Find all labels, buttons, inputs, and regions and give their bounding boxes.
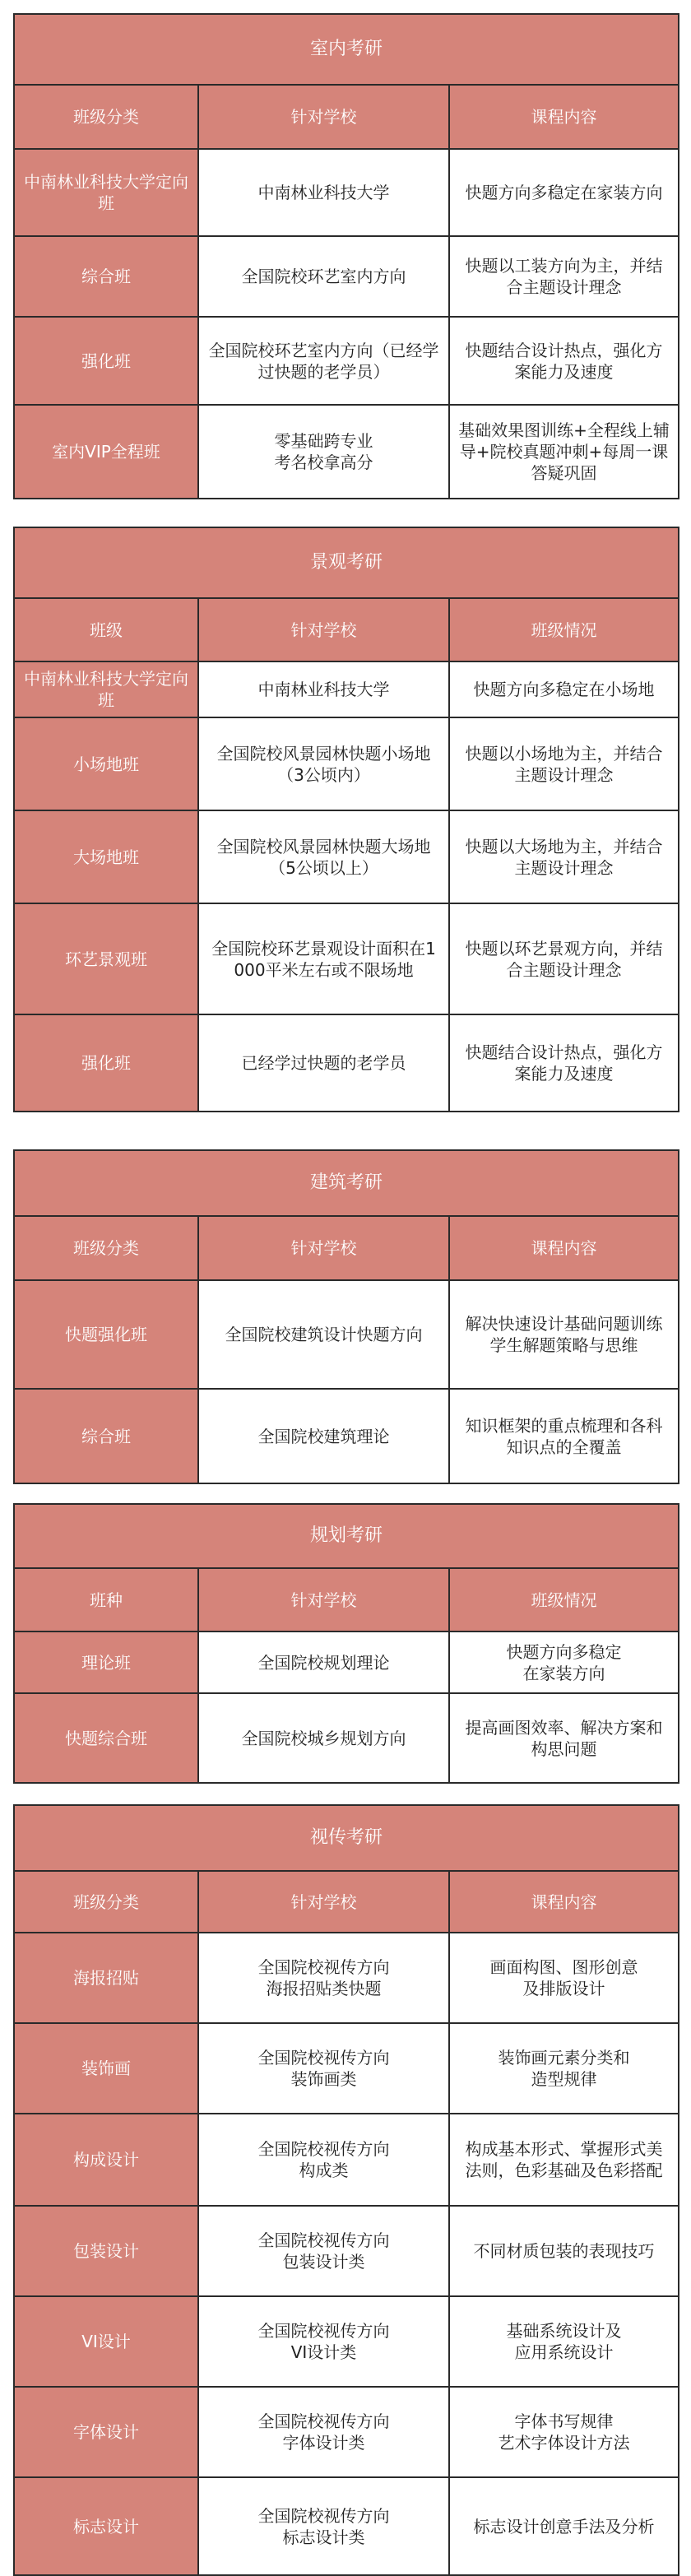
class-name-cell: 包装设计 bbox=[14, 2206, 198, 2296]
target-school-cell: 全国院校视传方向 装饰画类 bbox=[198, 2023, 449, 2114]
table-row bbox=[14, 2477, 679, 2575]
table-row bbox=[14, 1933, 679, 2023]
course-content-cell: 快题以小场地为主，并结合主题设计理念 bbox=[449, 717, 679, 810]
class-name-cell: 小场地班 bbox=[14, 717, 198, 810]
target-school-cell: 全国院校风景园林快题大场地（5公顷以上） bbox=[198, 810, 449, 903]
column-header: 课程内容 bbox=[449, 1216, 679, 1280]
section-title: 室内考研 bbox=[14, 14, 679, 85]
target-school-cell: 全国院校视传方向 包装设计类 bbox=[198, 2206, 449, 2296]
course-table bbox=[13, 527, 679, 1112]
target-school-cell: 全国院校建筑理论 bbox=[198, 1389, 449, 1483]
column-header: 班级 bbox=[14, 598, 198, 661]
course-content-cell: 快题结合设计热点，强化方案能力及速度 bbox=[449, 317, 679, 405]
table-row bbox=[14, 2114, 679, 2206]
column-header: 班级分类 bbox=[14, 85, 198, 149]
course-content-cell: 快题方向多稳定在家装方向 bbox=[449, 149, 679, 236]
table-row bbox=[14, 2206, 679, 2296]
course-content-cell: 提高画图效率、解决方案和构思问题 bbox=[449, 1693, 679, 1783]
course-content-cell: 知识框架的重点梳理和各科知识点的全覆盖 bbox=[449, 1389, 679, 1483]
course-content-cell: 构成基本形式、掌握形式美法则，色彩基础及色彩搭配 bbox=[449, 2114, 679, 2206]
table-row bbox=[14, 2387, 679, 2477]
target-school-cell: 已经学过快题的老学员 bbox=[198, 1014, 449, 1112]
course-content-cell: 快题结合设计热点，强化方案能力及速度 bbox=[449, 1014, 679, 1112]
course-table bbox=[13, 1149, 679, 1484]
course-content-cell: 画面构图、图形创意 及排版设计 bbox=[449, 1933, 679, 2023]
class-name-cell: 快题强化班 bbox=[14, 1280, 198, 1389]
class-name-cell: VI设计 bbox=[14, 2296, 198, 2387]
table-row bbox=[14, 1280, 679, 1389]
header-row bbox=[14, 1871, 679, 1933]
table-row bbox=[14, 661, 679, 717]
course-content-cell: 基础效果图训练+全程线上辅导+院校真题冲刺+每周一课答疑巩固 bbox=[449, 405, 679, 499]
column-header: 班级分类 bbox=[14, 1216, 198, 1280]
class-name-cell: 强化班 bbox=[14, 1014, 198, 1112]
class-name-cell: 海报招贴 bbox=[14, 1933, 198, 2023]
target-school-cell: 全国院校视传方向 构成类 bbox=[198, 2114, 449, 2206]
target-school-cell: 全国院校规划理论 bbox=[198, 1631, 449, 1693]
column-header: 针对学校 bbox=[198, 598, 449, 661]
table-row bbox=[14, 1631, 679, 1693]
course-content-cell: 标志设计创意手法及分析 bbox=[449, 2477, 679, 2575]
table-row bbox=[14, 717, 679, 810]
table-row bbox=[14, 2296, 679, 2387]
target-school-cell: 零基础跨专业 考名校拿高分 bbox=[198, 405, 449, 499]
column-header: 班级情况 bbox=[449, 1568, 679, 1631]
course-content-cell: 不同材质包装的表现技巧 bbox=[449, 2206, 679, 2296]
target-school-cell: 全国院校视传方向 VI设计类 bbox=[198, 2296, 449, 2387]
class-name-cell: 强化班 bbox=[14, 317, 198, 405]
course-table bbox=[13, 13, 679, 499]
course-content-cell: 快题以工装方向为主，并结合主题设计理念 bbox=[449, 236, 679, 317]
table-row bbox=[14, 903, 679, 1014]
class-name-cell: 构成设计 bbox=[14, 2114, 198, 2206]
header-row bbox=[14, 85, 679, 149]
target-school-cell: 全国院校视传方向 海报招贴类快题 bbox=[198, 1933, 449, 2023]
table-row bbox=[14, 2023, 679, 2114]
class-name-cell: 综合班 bbox=[14, 1389, 198, 1483]
class-name-cell: 中南林业科技大学定向班 bbox=[14, 661, 198, 717]
target-school-cell: 全国院校风景园林快题小场地（3公顷内） bbox=[198, 717, 449, 810]
course-content-cell: 快题以大场地为主，并结合主题设计理念 bbox=[449, 810, 679, 903]
class-name-cell: 快题综合班 bbox=[14, 1693, 198, 1783]
section-title: 建筑考研 bbox=[14, 1150, 679, 1216]
target-school-cell: 全国院校城乡规划方向 bbox=[198, 1693, 449, 1783]
target-school-cell: 全国院校环艺室内方向（已经学过快题的老学员） bbox=[198, 317, 449, 405]
header-row bbox=[14, 1216, 679, 1280]
column-header: 针对学校 bbox=[198, 85, 449, 149]
section-title: 规划考研 bbox=[14, 1504, 679, 1568]
course-content-cell: 快题方向多稳定在小场地 bbox=[449, 661, 679, 717]
column-header: 针对学校 bbox=[198, 1216, 449, 1280]
column-header: 课程内容 bbox=[449, 85, 679, 149]
header-row bbox=[14, 598, 679, 661]
course-content-cell: 装饰画元素分类和 造型规律 bbox=[449, 2023, 679, 2114]
class-name-cell: 大场地班 bbox=[14, 810, 198, 903]
course-content-cell: 基础系统设计及 应用系统设计 bbox=[449, 2296, 679, 2387]
column-header: 班级分类 bbox=[14, 1871, 198, 1933]
target-school-cell: 全国院校建筑设计快题方向 bbox=[198, 1280, 449, 1389]
header-row bbox=[14, 1568, 679, 1631]
class-name-cell: 字体设计 bbox=[14, 2387, 198, 2477]
table-row bbox=[14, 1014, 679, 1112]
class-name-cell: 理论班 bbox=[14, 1631, 198, 1693]
class-name-cell: 装饰画 bbox=[14, 2023, 198, 2114]
class-name-cell: 环艺景观班 bbox=[14, 903, 198, 1014]
course-table bbox=[13, 1503, 679, 1784]
column-header: 班级情况 bbox=[449, 598, 679, 661]
table-row bbox=[14, 149, 679, 236]
course-content-cell: 快题方向多稳定 在家装方向 bbox=[449, 1631, 679, 1693]
column-header: 针对学校 bbox=[198, 1568, 449, 1631]
course-content-cell: 快题以环艺景观方向，并结合主题设计理念 bbox=[449, 903, 679, 1014]
target-school-cell: 全国院校视传方向 标志设计类 bbox=[198, 2477, 449, 2575]
target-school-cell: 全国院校视传方向 字体设计类 bbox=[198, 2387, 449, 2477]
table-row bbox=[14, 810, 679, 903]
table-row bbox=[14, 1389, 679, 1483]
table-row bbox=[14, 1693, 679, 1783]
column-header: 班种 bbox=[14, 1568, 198, 1631]
column-header: 课程内容 bbox=[449, 1871, 679, 1933]
target-school-cell: 中南林业科技大学 bbox=[198, 149, 449, 236]
class-name-cell: 标志设计 bbox=[14, 2477, 198, 2575]
class-name-cell: 综合班 bbox=[14, 236, 198, 317]
class-name-cell: 室内VIP全程班 bbox=[14, 405, 198, 499]
target-school-cell: 全国院校环艺景观设计面积在1000平米左右或不限场地 bbox=[198, 903, 449, 1014]
table-row bbox=[14, 317, 679, 405]
course-content-cell: 字体书写规律 艺术字体设计方法 bbox=[449, 2387, 679, 2477]
section-title: 景观考研 bbox=[14, 527, 679, 598]
target-school-cell: 中南林业科技大学 bbox=[198, 661, 449, 717]
section-title: 视传考研 bbox=[14, 1805, 679, 1871]
class-name-cell: 中南林业科技大学定向班 bbox=[14, 149, 198, 236]
course-content-cell: 解决快速设计基础问题训练学生解题策略与思维 bbox=[449, 1280, 679, 1389]
column-header: 针对学校 bbox=[198, 1871, 449, 1933]
table-row bbox=[14, 405, 679, 499]
table-row bbox=[14, 236, 679, 317]
target-school-cell: 全国院校环艺室内方向 bbox=[198, 236, 449, 317]
course-table bbox=[13, 1804, 679, 2576]
